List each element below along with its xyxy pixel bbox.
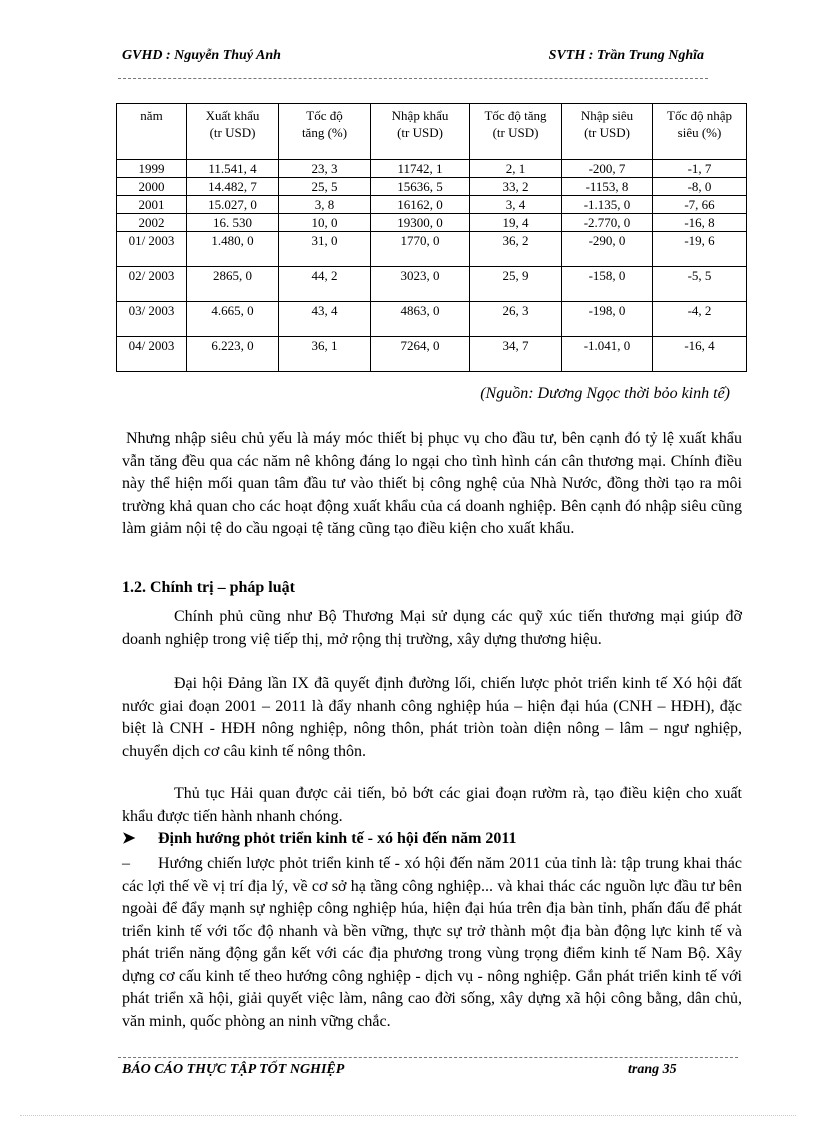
header-supervisor: GVHD : Nguyễn Thuý Anh (122, 48, 281, 63)
cell-import: 15636, 5 (371, 178, 470, 196)
table-row (117, 160, 747, 178)
cell-export: 16. 530 (187, 214, 279, 232)
table-row (117, 232, 747, 267)
trade-table (116, 103, 747, 372)
cell-import: 4863, 0 (371, 302, 470, 337)
cell-deficit-growth: -16, 8 (653, 214, 747, 232)
cell-export: 15.027, 0 (187, 196, 279, 214)
paragraph-trade-promotion: Chính phủ cũng như Bộ Thương Mại sử dụng các quỹ xúc tiến thương mại giúp đỡ doanh nghiệp trong việ tiếp thị, mở rộng thị trường, xây dựng thương hiệu. (122, 608, 742, 648)
section-heading-politics-law: 1.2. Chính trị – pháp luật (122, 579, 295, 596)
cell-year: 02/ 2003 (117, 267, 187, 302)
table-row (117, 337, 747, 372)
cell-import: 11742, 1 (371, 160, 470, 178)
cell-export: 2865, 0 (187, 267, 279, 302)
cell-export-growth: 36, 1 (279, 337, 371, 372)
cell-year: 01/ 2003 (117, 232, 187, 267)
col-header-import-growth: Tốc độ tăng (tr USD) (470, 104, 562, 160)
header-divider (118, 78, 708, 79)
cell-export: 4.665, 0 (187, 302, 279, 337)
paragraph-customs: Thủ tục Hải quan được cải tiến, bỏ bớt các giai đoạn rườm rà, tạo điều kiện cho xuất khẩu được tiến hành nhanh chóng. (122, 785, 742, 825)
cell-year: 2001 (117, 196, 187, 214)
cell-import-growth: 33, 2 (470, 178, 562, 196)
bullet-heading-text: Định hướng phỏt triển kinh tế - xó hội đến năm 2011 (158, 830, 517, 847)
cell-import-growth: 26, 3 (470, 302, 562, 337)
cell-year: 1999 (117, 160, 187, 178)
cell-export-growth: 25, 5 (279, 178, 371, 196)
cell-export-growth: 23, 3 (279, 160, 371, 178)
dash-bullet-icon: – (122, 855, 130, 872)
cell-export: 14.482, 7 (187, 178, 279, 196)
cell-export-growth: 10, 0 (279, 214, 371, 232)
cell-import-growth: 34, 7 (470, 337, 562, 372)
cell-year: 2000 (117, 178, 187, 196)
cell-deficit: -158, 0 (562, 267, 653, 302)
cell-import: 7264, 0 (371, 337, 470, 372)
cell-deficit-growth: -1, 7 (653, 160, 747, 178)
cell-import: 19300, 0 (371, 214, 470, 232)
cell-import-growth: 3, 4 (470, 196, 562, 214)
page-bottom-divider (20, 1115, 796, 1116)
cell-export-growth: 44, 2 (279, 267, 371, 302)
footer-page-number: trang 35 (628, 1062, 677, 1077)
footer-divider (118, 1057, 738, 1058)
cell-export-growth: 3, 8 (279, 196, 371, 214)
table-row (117, 302, 747, 337)
paragraph-development-strategy-text: Hướng chiến lược phỏt triển kinh tế - xó hội đến năm 2011 của tỉnh là: tập trung khai thác các lợi thế về vị trí địa lý, về cơ sở hạ tầng công nghiệp... và khai thác các nguồn lực đầu tư bên ngoài để đẩy mạnh sự nghiệp công nghiệp húa, hiện đại húa trên địa bàn tỉnh, phấn đấu để phát triển kinh tế với tốc độ nhanh và bền vững, thực sự trở thành một địa bàn động lực kinh tế và phát triển năng động gắn kết với các địa phương trong vùng trọng điểm kinh tế Nam Bộ. Xây dựng cơ cấu kinh tế theo hướng công nghiệp - dịch vụ - nông nghiệp. Gắn phát triển kinh tế với phát triển xã hội, giải quyết việc làm, nâng cao đời sống, xây dựng xã hội công bằng, dân chủ, văn minh, quốc phòng an ninh vững chắc. (122, 855, 742, 1030)
col-header-export: Xuất khẩu (tr USD) (187, 104, 279, 160)
cell-deficit-growth: -5, 5 (653, 267, 747, 302)
col-header-year: năm (117, 104, 187, 160)
cell-import-growth: 19, 4 (470, 214, 562, 232)
bullet-heading (122, 828, 742, 848)
header-student: SVTH : Trần Trung Nghĩa (548, 48, 704, 63)
table-row (117, 214, 747, 232)
table-row (117, 196, 747, 214)
cell-import-growth: 2, 1 (470, 160, 562, 178)
cell-export: 6.223, 0 (187, 337, 279, 372)
table-header-row (117, 104, 747, 160)
table-row (117, 178, 747, 196)
cell-import-growth: 36, 2 (470, 232, 562, 267)
paragraph-development-strategy (122, 853, 742, 1033)
cell-year: 04/ 2003 (117, 337, 187, 372)
table-source-note: (Nguồn: Dương Ngọc thời bỏo kinh tế) (480, 385, 730, 402)
col-header-trade-deficit: Nhập siêu (tr USD) (562, 104, 653, 160)
col-header-deficit-growth: Tốc độ nhập siêu (%) (653, 104, 747, 160)
cell-import: 16162, 0 (371, 196, 470, 214)
cell-year: 03/ 2003 (117, 302, 187, 337)
cell-import: 3023, 0 (371, 267, 470, 302)
cell-deficit-growth: -16, 4 (653, 337, 747, 372)
paragraph-party-congress: Đại hội Đảng lần IX đã quyết định đường lối, chiến lược phỏt triển kinh tế Xó hội đất nước giai đoạn 2001 – 2011 là đẩy nhanh công nghiệp húa – hiện đại húa (CNH – HĐH), đặc biệt là CNH - HĐH nông nghiệp, nông thôn, phát triòn toàn diện nông – lâm – ngư nghiệp, chuyển dịch cơ câu kinh tế nông thôn. (122, 675, 742, 760)
cell-deficit: -1.135, 0 (562, 196, 653, 214)
col-header-import: Nhập khẩu (tr USD) (371, 104, 470, 160)
cell-export-growth: 43, 4 (279, 302, 371, 337)
cell-export: 1.480, 0 (187, 232, 279, 267)
cell-deficit-growth: -7, 66 (653, 196, 747, 214)
cell-import-growth: 25, 9 (470, 267, 562, 302)
cell-deficit: -200, 7 (562, 160, 653, 178)
cell-year: 2002 (117, 214, 187, 232)
paragraph-trade-deficit: Nhưng nhập siêu chủ yếu là máy móc thiết bị phục vụ cho đầu tư, bên cạnh đó tỷ lệ xuất khẩu vẫn tăng đều qua các năm nê không đáng lo ngại cho tình hình cán cân thương mại. Chính điều này thể hiện mối quan tâm đầu tư vào thiết bị công nghệ của Nhà Nước, đồng thời tạo ra môi trường khả quan cho các hoạt động xuất khẩu của cá doanh nghiệp. Bên cạnh đó nhập siêu cũng làm giảm nội tệ do cầu ngoại tệ tăng cũng tạo điều kiện cho xuất khẩu. (122, 430, 742, 537)
cell-import: 1770, 0 (371, 232, 470, 267)
table-row (117, 267, 747, 302)
cell-export: 11.541, 4 (187, 160, 279, 178)
cell-deficit-growth: -8, 0 (653, 178, 747, 196)
col-header-export-growth: Tốc độ tăng (%) (279, 104, 371, 160)
cell-export-growth: 31, 0 (279, 232, 371, 267)
cell-deficit: -2.770, 0 (562, 214, 653, 232)
cell-deficit-growth: -19, 6 (653, 232, 747, 267)
cell-deficit: -1153, 8 (562, 178, 653, 196)
cell-deficit: -1.041, 0 (562, 337, 653, 372)
footer-report-title: BÁO CÁO THỰC TẬP TỐT NGHIỆP (122, 1062, 345, 1077)
cell-deficit: -198, 0 (562, 302, 653, 337)
arrow-bullet-icon: ➤ (122, 830, 136, 847)
cell-deficit-growth: -4, 2 (653, 302, 747, 337)
cell-deficit: -290, 0 (562, 232, 653, 267)
